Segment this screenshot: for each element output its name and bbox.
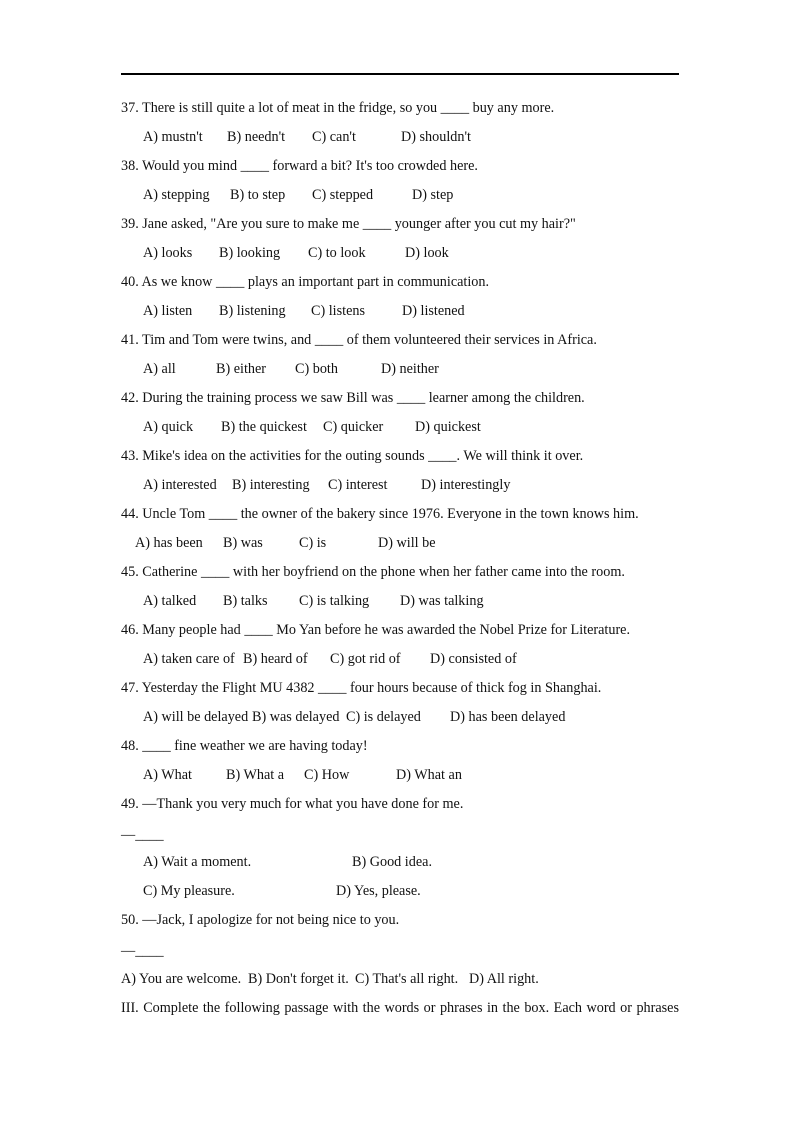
question-49-option-b: B) Good idea.	[352, 854, 432, 870]
question-49-option-a: A) Wait a moment.	[143, 854, 252, 870]
question-40-option-c: C) listens	[311, 303, 365, 319]
question-38-option-a: A) stepping	[143, 187, 210, 203]
question-46-option-d: D) consisted of	[430, 651, 517, 667]
question-37-option-c: C) can't	[312, 129, 356, 145]
question-40-option-b: B) listening	[219, 303, 286, 319]
question-43-option-b: B) interesting	[232, 477, 310, 493]
question-43-stem: 43. Mike's idea on the activities for the outing sounds ____. We will think it over.	[121, 448, 584, 464]
question-39-stem: 39. Jane asked, "Are you sure to make me ____ younger after you cut my hair?"	[121, 216, 576, 232]
question-38-option-c: C) stepped	[312, 187, 374, 203]
question-43-option-d: D) interestingly	[421, 477, 511, 493]
question-38-option-b: B) to step	[230, 187, 286, 203]
question-49-stem: 49. —Thank you very much for what you have done for me.	[121, 796, 464, 812]
question-39-option-c: C) to look	[308, 245, 366, 261]
question-48-stem: 48. ____ fine weather we are having today!	[121, 738, 368, 754]
question-46-option-c: C) got rid of	[330, 651, 401, 667]
question-41-option-a: A) all	[143, 361, 176, 377]
question-40-option-a: A) listen	[143, 303, 193, 319]
question-42-stem: 42. During the training process we saw Bill was ____ learner among the children.	[121, 390, 585, 406]
question-47-option-d: D) has been delayed	[450, 709, 566, 725]
question-49-option-c: C) My pleasure.	[143, 883, 235, 899]
question-47-option-c: C) is delayed	[346, 709, 421, 725]
question-50-stem: 50. —Jack, I apologize for not being nice to you.	[121, 912, 400, 928]
question-50-option-b: B) Don't forget it.	[248, 971, 349, 987]
question-46-option-a: A) taken care of	[143, 651, 235, 667]
question-47-option-b: B) was delayed	[252, 709, 340, 725]
question-44-option-c: C) is	[299, 535, 327, 551]
section-heading: III. Complete the following passage with the words or phrases in the box. Each word or phrases	[121, 1000, 679, 1016]
question-50-reply-blank: —____	[121, 943, 164, 959]
question-43-option-a: A) interested	[143, 477, 217, 493]
question-47-option-a: A) will be delayed	[143, 709, 249, 725]
question-48-option-d: D) What an	[396, 767, 462, 783]
question-45-option-c: C) is talking	[299, 593, 370, 609]
question-50-option-d: D) All right.	[469, 971, 539, 987]
question-50-option-c: C) That's all right.	[355, 971, 459, 987]
question-40-stem: 40. As we know ____ plays an important part in communication.	[121, 274, 490, 290]
question-38-option-d: D) step	[412, 187, 454, 203]
question-47-stem: 47. Yesterday the Flight MU 4382 ____ four hours because of thick fog in Shanghai.	[121, 680, 602, 696]
question-41-stem: 41. Tim and Tom were twins, and ____ of them volunteered their services in Africa.	[121, 332, 597, 348]
question-42-option-d: D) quickest	[415, 419, 481, 435]
question-44-option-d: D) will be	[378, 535, 436, 551]
question-39-option-a: A) looks	[143, 245, 193, 261]
question-37-option-a: A) mustn't	[143, 129, 203, 145]
question-48-option-a: A) What	[143, 767, 192, 783]
question-44-option-a: A) has been	[135, 535, 203, 551]
question-45-option-b: B) talks	[223, 593, 268, 609]
question-46-option-b: B) heard of	[243, 651, 308, 667]
question-49-option-d: D) Yes, please.	[336, 883, 421, 899]
question-43-option-c: C) interest	[328, 477, 388, 493]
question-37-option-b: B) needn't	[227, 129, 286, 145]
question-39-option-d: D) look	[405, 245, 449, 261]
question-42-option-a: A) quick	[143, 419, 194, 435]
question-37-stem: 37. There is still quite a lot of meat in the fridge, so you ____ buy any more.	[121, 100, 555, 116]
question-48-option-b: B) What a	[226, 767, 285, 783]
question-41-option-b: B) either	[216, 361, 267, 377]
question-45-option-a: A) talked	[143, 593, 197, 609]
question-38-stem: 38. Would you mind ____ forward a bit? It's too crowded here.	[121, 158, 478, 174]
question-41-option-d: D) neither	[381, 361, 439, 377]
question-44-stem: 44. Uncle Tom ____ the owner of the bakery since 1976. Everyone in the town knows him.	[121, 506, 639, 522]
question-49-reply-blank: —____	[121, 827, 164, 843]
question-44-option-b: B) was	[223, 535, 263, 551]
question-42-option-b: B) the quickest	[221, 419, 307, 435]
question-40-option-d: D) listened	[402, 303, 465, 319]
question-45-stem: 45. Catherine ____ with her boyfriend on the phone when her father came into the room.	[121, 564, 625, 580]
question-42-option-c: C) quicker	[323, 419, 384, 435]
question-48-option-c: C) How	[304, 767, 350, 783]
header-rule	[121, 73, 679, 75]
question-46-stem: 46. Many people had ____ Mo Yan before he was awarded the Nobel Prize for Literature.	[121, 622, 631, 638]
question-45-option-d: D) was talking	[400, 593, 484, 609]
question-37-option-d: D) shouldn't	[401, 129, 471, 145]
question-50-option-a: A) You are welcome.	[121, 971, 242, 987]
question-39-option-b: B) looking	[219, 245, 281, 261]
question-41-option-c: C) both	[295, 361, 338, 377]
